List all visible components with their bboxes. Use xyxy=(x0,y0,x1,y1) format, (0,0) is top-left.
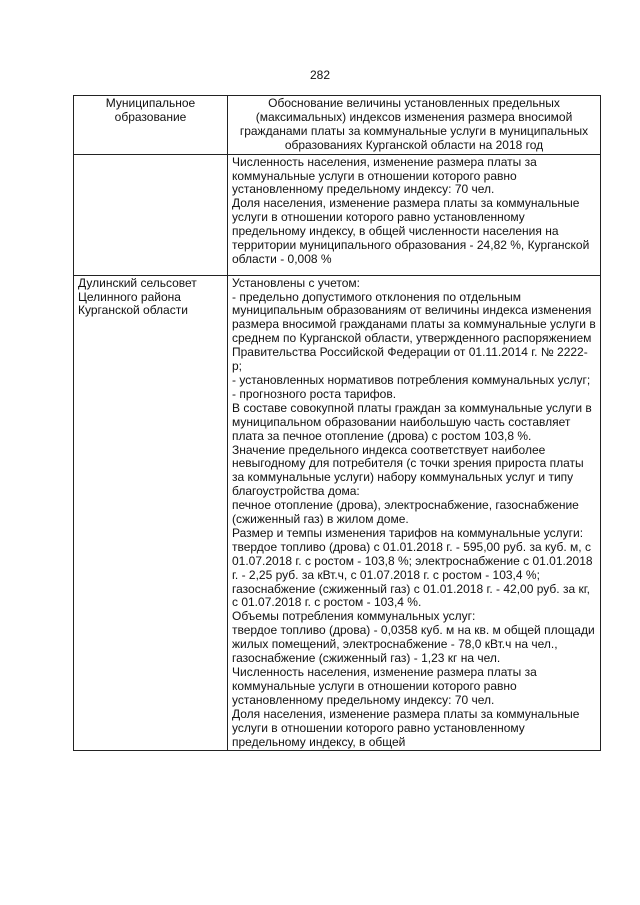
text-line: В составе совокупной платы граждан за коммунальные услуги в муниципальном образовании наибольшую часть составляет плата за печное отопление (дрова) с ростом 103,8 %. xyxy=(232,400,592,443)
text-line: твердое топливо (дрова) с 01.01.2018 г. - 595,00 руб. за куб. м, с 01.07.2018 г. с ростом - 103,8 %; электроснабжение с 01.01.2018 г. - 2,25 руб. за кВт.ч, с 01.07.2018 г. с ростом - 103,4 %; газоснабжение (сжиженный газ) с 01.01.2018 г. - 42,00 руб. за кг, с 01.07.2018 г. с ростом - 103,4 %. xyxy=(232,539,593,610)
text-line: Численность населения, изменение размера платы за коммунальные услуги в отношении которого равно установленному предельному индексу: 70 чел. xyxy=(232,154,537,197)
text-line: печное отопление (дрова), электроснабжение, газоснабжение (сжиженный газ) в жилом доме. xyxy=(232,498,579,527)
page-number: 282 xyxy=(309,68,331,82)
table-row-dulinsky xyxy=(74,275,601,751)
header-municipality: Муниципальное образование xyxy=(74,96,228,155)
text-line: - установленных нормативов потребления коммунальных услуг; xyxy=(232,372,591,387)
text-line: Численность населения, изменение размера платы за коммунальные услуги в отношении которого равно установленному предельному индексу: 70 чел. xyxy=(232,665,537,707)
table-row-continuation xyxy=(74,154,601,275)
justification-cell xyxy=(228,275,601,751)
text-line: Доля населения, изменение размера платы за коммунальные услуги в отношении которого равно установленному предельному индексу, в общей численности населения на территории муниципального образования - 24,82 %, Курганской области - 0,008 % xyxy=(232,196,590,266)
header-justification: Обоснование величины установленных предельных (максимальных) индексов изменения размера вносимой гражданами платы за коммунальные услуги в муниципальных образованиях Курганской области на 2018 год xyxy=(228,96,601,155)
text-line: Установлены с учетом: xyxy=(232,275,360,290)
municipality-cell: Дулинский сельсовет Целинного района Курганской области xyxy=(74,275,228,751)
tariff-index-table xyxy=(73,95,601,751)
text-line: Размер и темпы изменения тарифов на коммунальные услуги: xyxy=(232,525,584,540)
table-header-row xyxy=(74,96,601,155)
text-line: - предельно допустимого отклонения по отдельным муниципальным образованиям от величины индекса изменения размера вносимой гражданами платы за коммунальные услуги в среднем по Курганской области, утвержденного распоряжением Правительства Российской Федерации от 01.11.2014 г. № 2222-р; xyxy=(232,289,596,374)
text-line: твердое топливо (дрова) - 0,0358 куб. м на кв. м общей площади жилых помещений, электроснабжение - 78,0 кВт.ч на чел., газоснабжение (сжиженный газ) - 1,23 кг на чел. xyxy=(232,623,595,666)
municipality-cell-empty xyxy=(74,154,228,275)
text-line: Доля населения, изменение размера платы за коммунальные услуги в отношении которого равно установленному предельному индексу, в общей xyxy=(232,706,580,749)
text-line: - прогнозного роста тарифов. xyxy=(232,386,397,401)
text-line: Объемы потребления коммунальных услуг: xyxy=(232,609,476,624)
justification-cell-continuation xyxy=(228,154,601,275)
text-line: Значение предельного индекса соответствует наиболее невыгодному для потребителя (с точки зрения прироста платы за коммунальные услуги) набору коммунальных услуг и типу благоустройства дома: xyxy=(232,442,584,499)
